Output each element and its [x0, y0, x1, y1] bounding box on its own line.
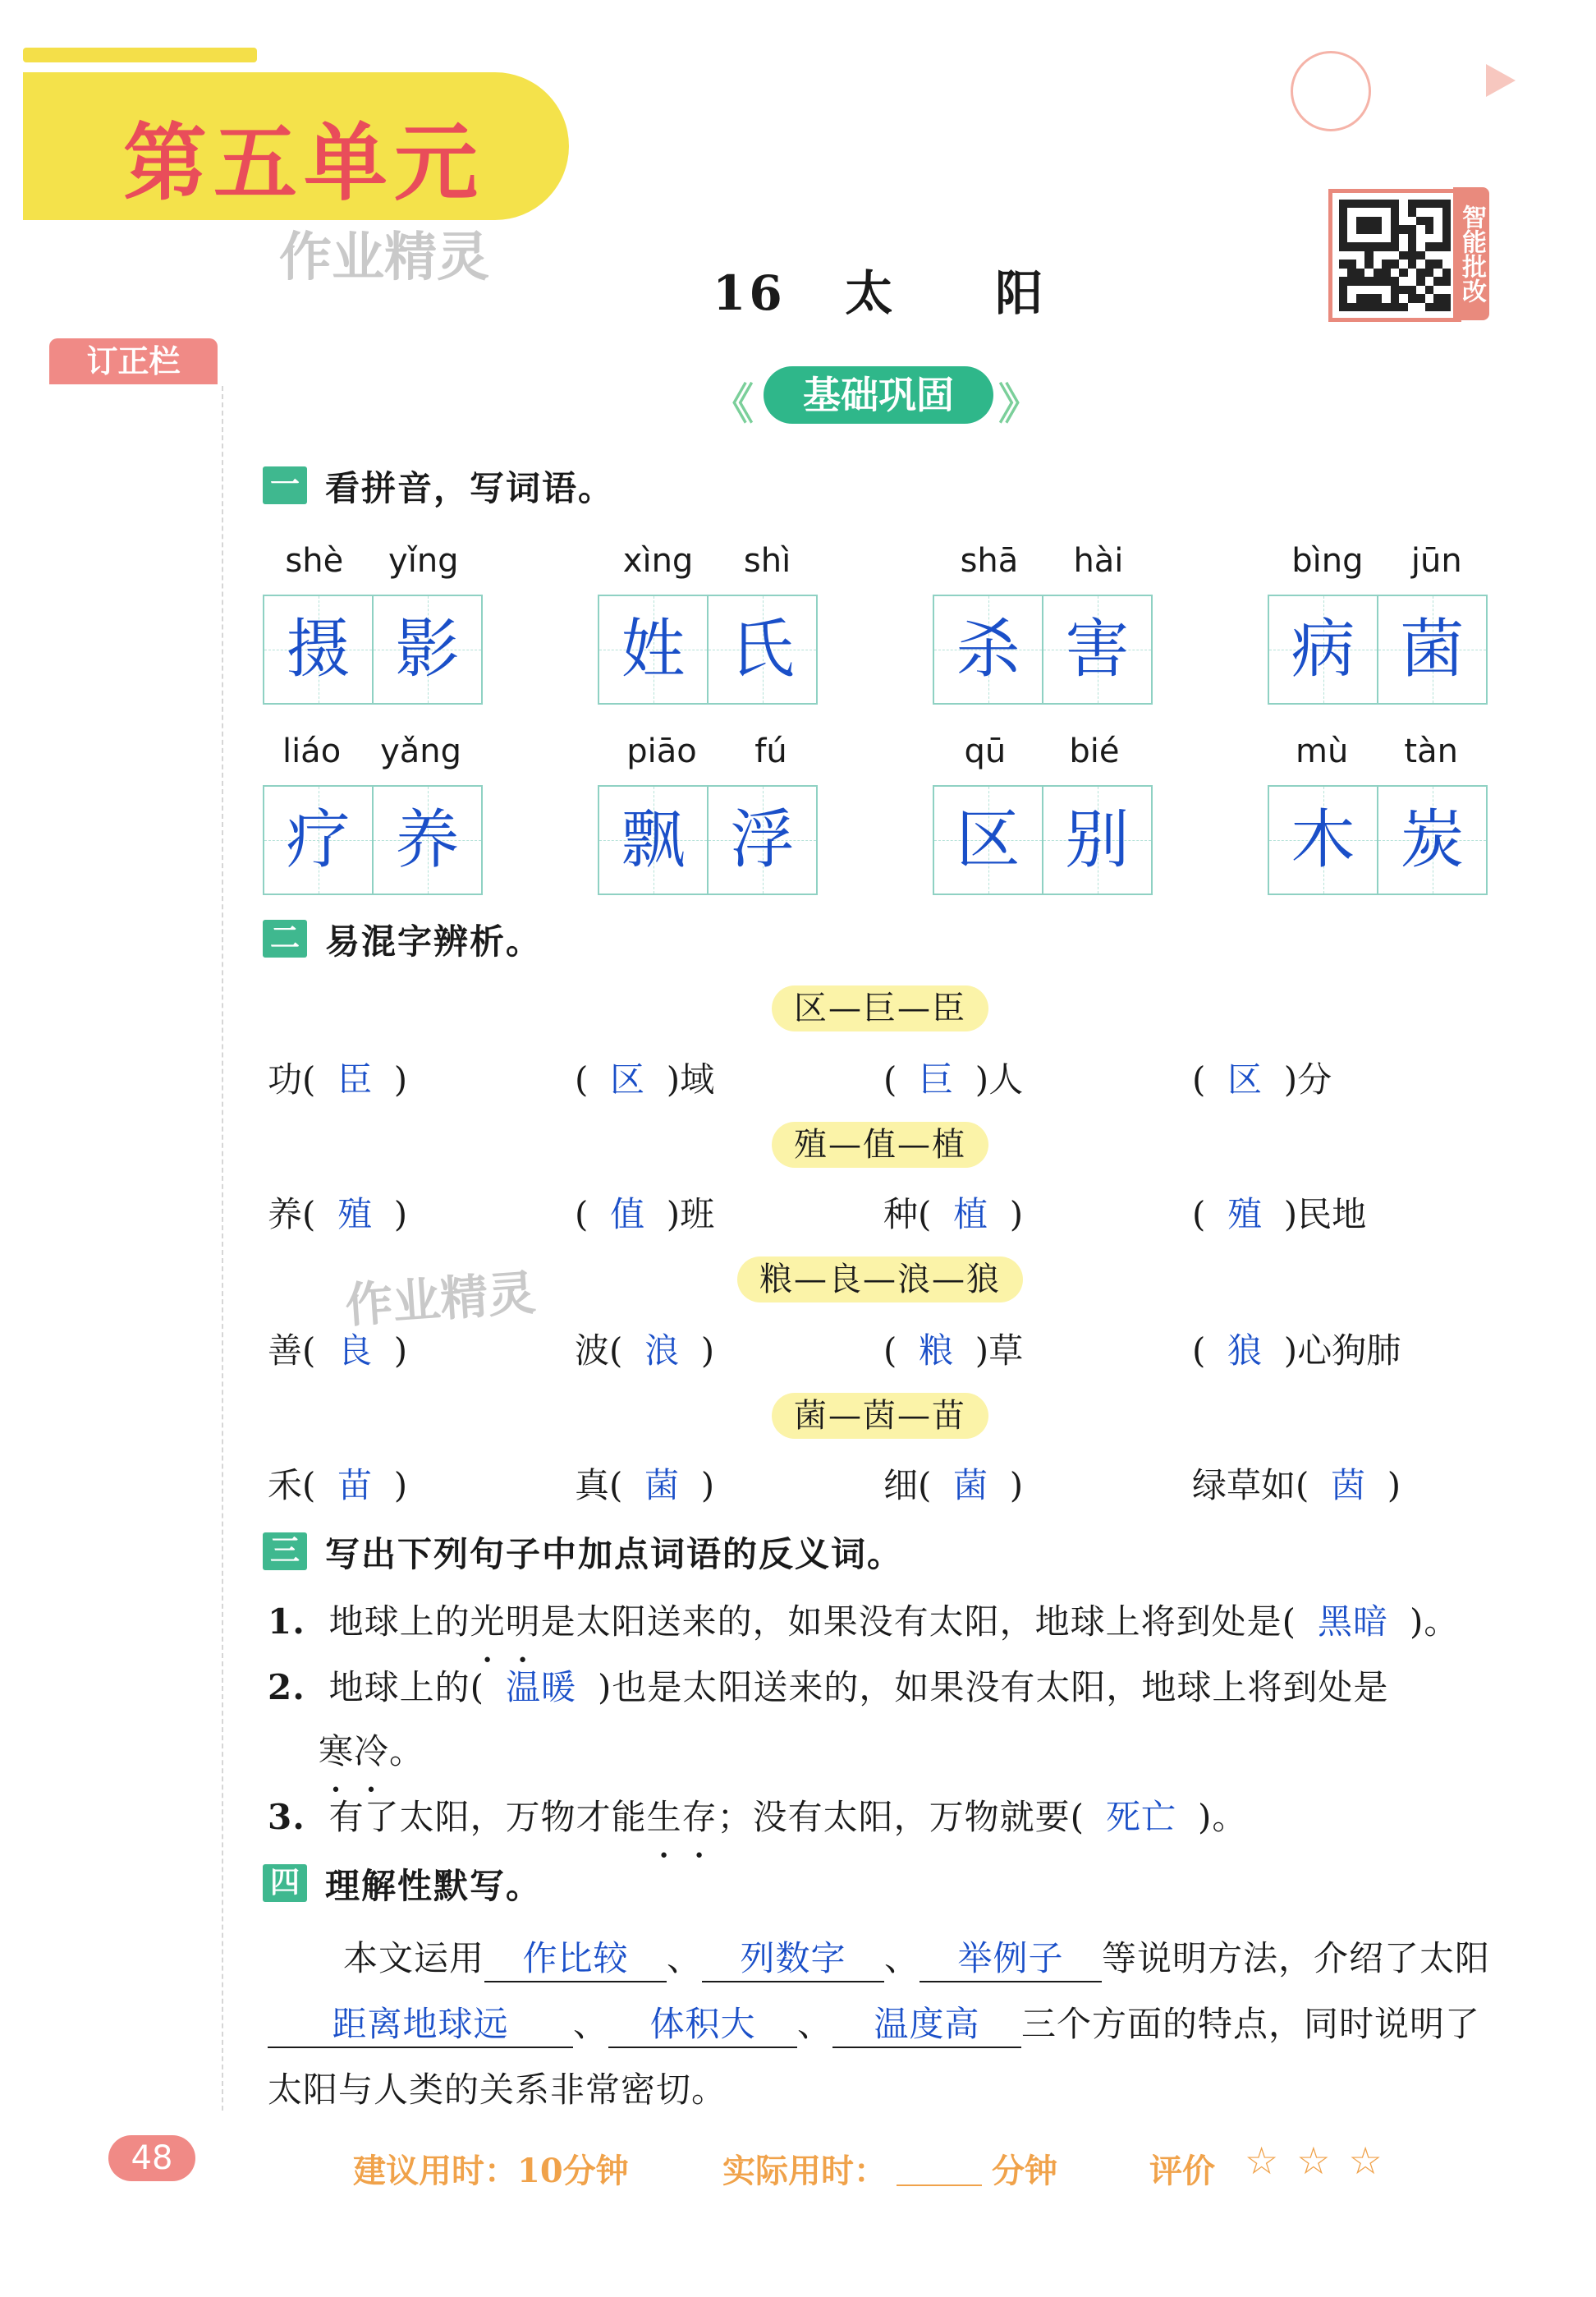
antonym-question-3: [268, 1790, 1247, 1840]
dictation-blank[interactable]: 举例子: [920, 1932, 1102, 1982]
section-badge: 四: [263, 1864, 307, 1902]
dictation-line-3: 太阳与人类的关系非常密切。: [268, 2070, 727, 2110]
pinyin-text: hài: [1073, 542, 1124, 580]
actual-time-unit: 分钟: [992, 2152, 1057, 2190]
answer-text[interactable]: 粮: [919, 1330, 954, 1371]
star-icon[interactable]: ☆: [1296, 2139, 1331, 2183]
answer-char: 疗: [286, 803, 351, 877]
star-icon[interactable]: ☆: [1348, 2139, 1383, 2183]
pinyin-text: mù: [1296, 733, 1349, 770]
confusable-item: [1192, 1053, 1332, 1102]
unit-title: 第五单元: [123, 115, 484, 213]
question-number: 3.: [268, 1797, 305, 1837]
answer-text[interactable]: 菌: [644, 1465, 680, 1505]
banner-top-stripe: [23, 48, 257, 62]
pinyin-text: jūn: [1410, 542, 1462, 580]
pinyin-text: shì: [743, 542, 791, 580]
dictation-blank[interactable]: 距离地球远: [268, 1997, 573, 2048]
answer-char: 杀: [956, 613, 1020, 687]
pinyin-text: tàn: [1404, 733, 1458, 770]
sentence-text: 地球上的(: [328, 1667, 484, 1707]
item-text: 善(: [268, 1330, 338, 1371]
item-text: 波(: [575, 1330, 645, 1371]
dictation-text: 等说明方法，介绍了太阳: [1102, 1938, 1491, 1978]
sentence-text: )也是太阳送来的，如果没有太阳，地球上将到处是: [597, 1667, 1389, 1707]
confusable-item: [575, 1459, 714, 1508]
character-box[interactable]: [934, 596, 1042, 703]
section-badge: 一: [263, 466, 307, 504]
item-text: ): [372, 1465, 408, 1505]
pinyin-text: bìng: [1291, 542, 1364, 580]
item-text: )民地: [1262, 1194, 1367, 1234]
answer-text[interactable]: 值: [610, 1194, 645, 1234]
character-box[interactable]: [1042, 787, 1151, 894]
item-text: ): [988, 1194, 1024, 1234]
pinyin-row: [598, 542, 816, 586]
item-text: ): [679, 1330, 715, 1371]
chevron-left-icon: 《: [711, 380, 754, 430]
item-text: )班: [644, 1194, 715, 1234]
answer-char: 炭: [1400, 803, 1465, 877]
character-box[interactable]: [1042, 596, 1151, 703]
item-text: ): [372, 1059, 408, 1100]
dictation-text: 、: [667, 1938, 703, 1978]
margin-divider: [222, 386, 223, 2111]
confusable-item: [883, 1188, 1023, 1237]
decor-triangle: [1486, 64, 1516, 97]
item-text: )分: [1262, 1059, 1332, 1100]
answer-char: 浮: [730, 803, 795, 877]
character-box[interactable]: [1269, 596, 1377, 703]
dotted-char: 存: [681, 1797, 718, 1837]
pinyin-row: [1268, 542, 1486, 586]
sentence-text: 有了太阳，万物才能: [328, 1797, 647, 1837]
answer-text[interactable]: 温暖: [505, 1667, 576, 1707]
confusable-item: [1192, 1459, 1401, 1508]
watermark-logo: 作业精灵: [343, 1264, 538, 1334]
actual-time-blank[interactable]: [897, 2184, 982, 2186]
confusable-item: [268, 1459, 407, 1508]
item-text: (: [1192, 1330, 1228, 1371]
dictation-blank[interactable]: 体积大: [608, 1997, 797, 2048]
section-title: 写出下列句子中加点词语的反义词。: [325, 1534, 904, 1574]
answer-text[interactable]: 黑暗: [1318, 1601, 1389, 1642]
question-number: 2.: [268, 1667, 305, 1707]
pinyin-word: [263, 542, 481, 705]
answer-text[interactable]: 苗: [337, 1465, 373, 1505]
item-text: (: [575, 1194, 611, 1234]
confusable-item: [268, 1188, 407, 1237]
confusable-item: [883, 1459, 1023, 1508]
character-box[interactable]: [372, 787, 481, 894]
answer-char: 养: [395, 803, 460, 877]
answer-char: 菌: [1400, 613, 1465, 687]
answer-text[interactable]: 臣: [337, 1059, 373, 1100]
chevron-right-icon: 》: [998, 380, 1042, 430]
item-text: ): [372, 1330, 408, 1371]
antonym-question-1: [268, 1595, 1459, 1644]
dictation-text: 三个方面的特点，同时说明了: [1021, 2004, 1481, 2044]
dotted-char: 寒: [319, 1731, 355, 1771]
lesson-title: 16 太 阳: [713, 265, 1047, 321]
section-badge: 三: [263, 1532, 307, 1570]
section-badge: 二: [263, 920, 307, 958]
item-text: )心狗肺: [1262, 1330, 1401, 1371]
tianzige-boxes[interactable]: [598, 595, 818, 705]
watermark-logo: 作业精灵: [279, 227, 489, 288]
confusable-item: [268, 1053, 407, 1102]
sentence-text: )。: [1410, 1601, 1460, 1642]
tianzige-boxes[interactable]: [598, 785, 818, 895]
item-text: 种(: [883, 1194, 954, 1234]
question-number: 1.: [268, 1601, 305, 1642]
item-text: 真(: [575, 1465, 645, 1505]
answer-char: 病: [1291, 613, 1355, 687]
answer-char: 区: [956, 803, 1020, 877]
item-text: ): [988, 1465, 1024, 1505]
antonym-question-2: [268, 1661, 1388, 1710]
sentence-text: ；没有太阳，万物就要(: [717, 1797, 1085, 1837]
answer-text[interactable]: 区: [1227, 1059, 1263, 1100]
item-text: )域: [644, 1059, 715, 1100]
item-text: (: [883, 1330, 920, 1371]
section-title: 理解性默写。: [325, 1866, 543, 1906]
answer-text[interactable]: 茵: [1331, 1465, 1366, 1505]
dictation-blank[interactable]: 温度高: [832, 1997, 1021, 2048]
pinyin-row: [933, 542, 1151, 586]
dictation-line-1: [343, 1932, 1490, 1982]
item-text: )草: [953, 1330, 1024, 1371]
answer-text[interactable]: 良: [337, 1330, 373, 1371]
character-box[interactable]: [934, 787, 1042, 894]
dotted-char: 光: [470, 1601, 506, 1642]
pinyin-text: qū: [964, 733, 1007, 770]
character-box[interactable]: [1377, 787, 1486, 894]
pinyin-row: [263, 542, 481, 586]
sentence-text: 。: [389, 1731, 425, 1771]
confusable-group-label: 区—巨—臣: [772, 985, 988, 1031]
pinyin-row: [263, 733, 481, 777]
suggested-time: 建议用时：10分钟: [353, 2152, 629, 2190]
answer-char: 木: [1291, 803, 1355, 877]
pinyin-word: [598, 733, 816, 895]
character-box[interactable]: [264, 787, 372, 894]
answer-text[interactable]: 死亡: [1106, 1797, 1177, 1837]
dotted-char: 明: [505, 1601, 541, 1642]
rating-stars[interactable]: [1245, 2139, 1383, 2183]
tianzige-boxes[interactable]: [263, 595, 483, 705]
pinyin-text: xìng: [622, 542, 694, 580]
item-text: (: [1192, 1194, 1228, 1234]
page-number: 48: [108, 2135, 195, 2181]
qr-tag-label: 智能批改: [1453, 187, 1489, 320]
character-box[interactable]: [707, 787, 816, 894]
item-text: (: [575, 1059, 611, 1100]
character-box[interactable]: [1377, 596, 1486, 703]
answer-char: 别: [1065, 803, 1130, 877]
qr-code[interactable]: [1328, 189, 1461, 322]
section-title: 易混字辨析。: [325, 921, 543, 962]
section-pill: 基础巩固: [764, 366, 993, 424]
rating-label: 评价: [1149, 2152, 1215, 2190]
confusable-item: [575, 1053, 714, 1102]
character-box[interactable]: [264, 596, 372, 703]
sentence-text: 地球上的: [328, 1601, 470, 1642]
pinyin-text: piāo: [626, 733, 697, 770]
decor-circle: [1291, 51, 1371, 131]
tianzige-boxes[interactable]: [1268, 785, 1488, 895]
item-text: ): [372, 1194, 408, 1234]
correction-column-tab: 订正栏: [49, 338, 218, 384]
confusable-group-label: 粮—良—浪—狼: [737, 1256, 1023, 1302]
pinyin-text: shā: [960, 542, 1019, 580]
answer-char: 氏: [730, 613, 795, 687]
answer-text[interactable]: 殖: [337, 1194, 373, 1234]
tianzige-boxes[interactable]: [933, 785, 1153, 895]
character-box[interactable]: [372, 596, 481, 703]
sentence-text: 是太阳送来的，如果没有太阳，地球上将到处是(: [540, 1601, 1296, 1642]
confusable-group-label: 殖—值—植: [772, 1122, 988, 1168]
answer-text[interactable]: 狼: [1227, 1330, 1263, 1371]
pinyin-word: [933, 733, 1151, 895]
item-text: 禾(: [268, 1465, 338, 1505]
sentence-text: )。: [1198, 1797, 1248, 1837]
dictation-text: 、: [573, 2004, 609, 2044]
section-title: 看拼音，写词语。: [325, 468, 615, 508]
answer-char: 飘: [621, 803, 686, 877]
pinyin-row: [598, 733, 816, 777]
answer-char: 影: [395, 613, 460, 687]
confusable-group-label: 菌—茵—苗: [772, 1393, 988, 1439]
actual-time-label: 实际用时：: [722, 2152, 887, 2190]
pinyin-word: [1268, 733, 1486, 895]
item-text: (: [1192, 1059, 1228, 1100]
answer-text[interactable]: 区: [610, 1059, 645, 1100]
confusable-item: [575, 1188, 714, 1237]
item-text: 养(: [268, 1194, 338, 1234]
answer-char: 害: [1065, 613, 1130, 687]
answer-char: 摄: [286, 613, 351, 687]
answer-text[interactable]: 菌: [953, 1465, 988, 1505]
dictation-blank[interactable]: 列数字: [702, 1932, 884, 1982]
pinyin-text: shè: [285, 542, 344, 580]
dotted-char: 生: [646, 1797, 682, 1837]
pinyin-row: [1268, 733, 1486, 777]
pinyin-word: [933, 542, 1151, 705]
pinyin-text: liáo: [282, 733, 342, 770]
answer-text[interactable]: 殖: [1227, 1194, 1263, 1234]
item-text: (: [883, 1059, 920, 1100]
dictation-text: 、: [797, 2004, 833, 2044]
character-box[interactable]: [599, 596, 707, 703]
confusable-item: [1192, 1324, 1401, 1373]
answer-text[interactable]: 植: [953, 1194, 988, 1234]
item-text: 细(: [883, 1465, 954, 1505]
tianzige-boxes[interactable]: [933, 595, 1153, 705]
dictation-blank[interactable]: 作比较: [484, 1932, 667, 1982]
antonym-question-2-cont: [319, 1725, 424, 1774]
item-text: ): [1365, 1465, 1401, 1505]
dictation-text: 、: [884, 1938, 920, 1978]
answer-char: 姓: [621, 613, 686, 687]
item-text: ): [679, 1465, 715, 1505]
pinyin-word: [1268, 542, 1486, 705]
answer-text[interactable]: 巨: [919, 1059, 954, 1100]
confusable-item: [883, 1324, 1023, 1373]
pinyin-word: [598, 542, 816, 705]
confusable-item: [1192, 1188, 1366, 1237]
star-icon[interactable]: ☆: [1245, 2139, 1279, 2183]
pinyin-word: [263, 733, 481, 895]
tianzige-boxes[interactable]: [1268, 595, 1488, 705]
confusable-item: [575, 1324, 714, 1373]
character-box[interactable]: [599, 787, 707, 894]
item-text: 绿草如(: [1192, 1465, 1332, 1505]
tianzige-boxes[interactable]: [263, 785, 483, 895]
dictation-line-2: [268, 1997, 1480, 2048]
item-text: )人: [953, 1059, 1024, 1100]
pinyin-text: yǐng: [388, 542, 459, 580]
answer-text[interactable]: 浪: [644, 1330, 680, 1371]
dotted-char: 冷: [354, 1731, 390, 1771]
character-box[interactable]: [1269, 787, 1377, 894]
confusable-item: [883, 1053, 1023, 1102]
pinyin-row: [933, 733, 1151, 777]
pinyin-text: yǎng: [380, 733, 462, 770]
pinyin-text: fú: [754, 733, 787, 770]
character-box[interactable]: [707, 596, 816, 703]
item-text: 功(: [268, 1059, 338, 1100]
dictation-text: 本文运用: [343, 1938, 485, 1978]
pinyin-text: bié: [1069, 733, 1120, 770]
